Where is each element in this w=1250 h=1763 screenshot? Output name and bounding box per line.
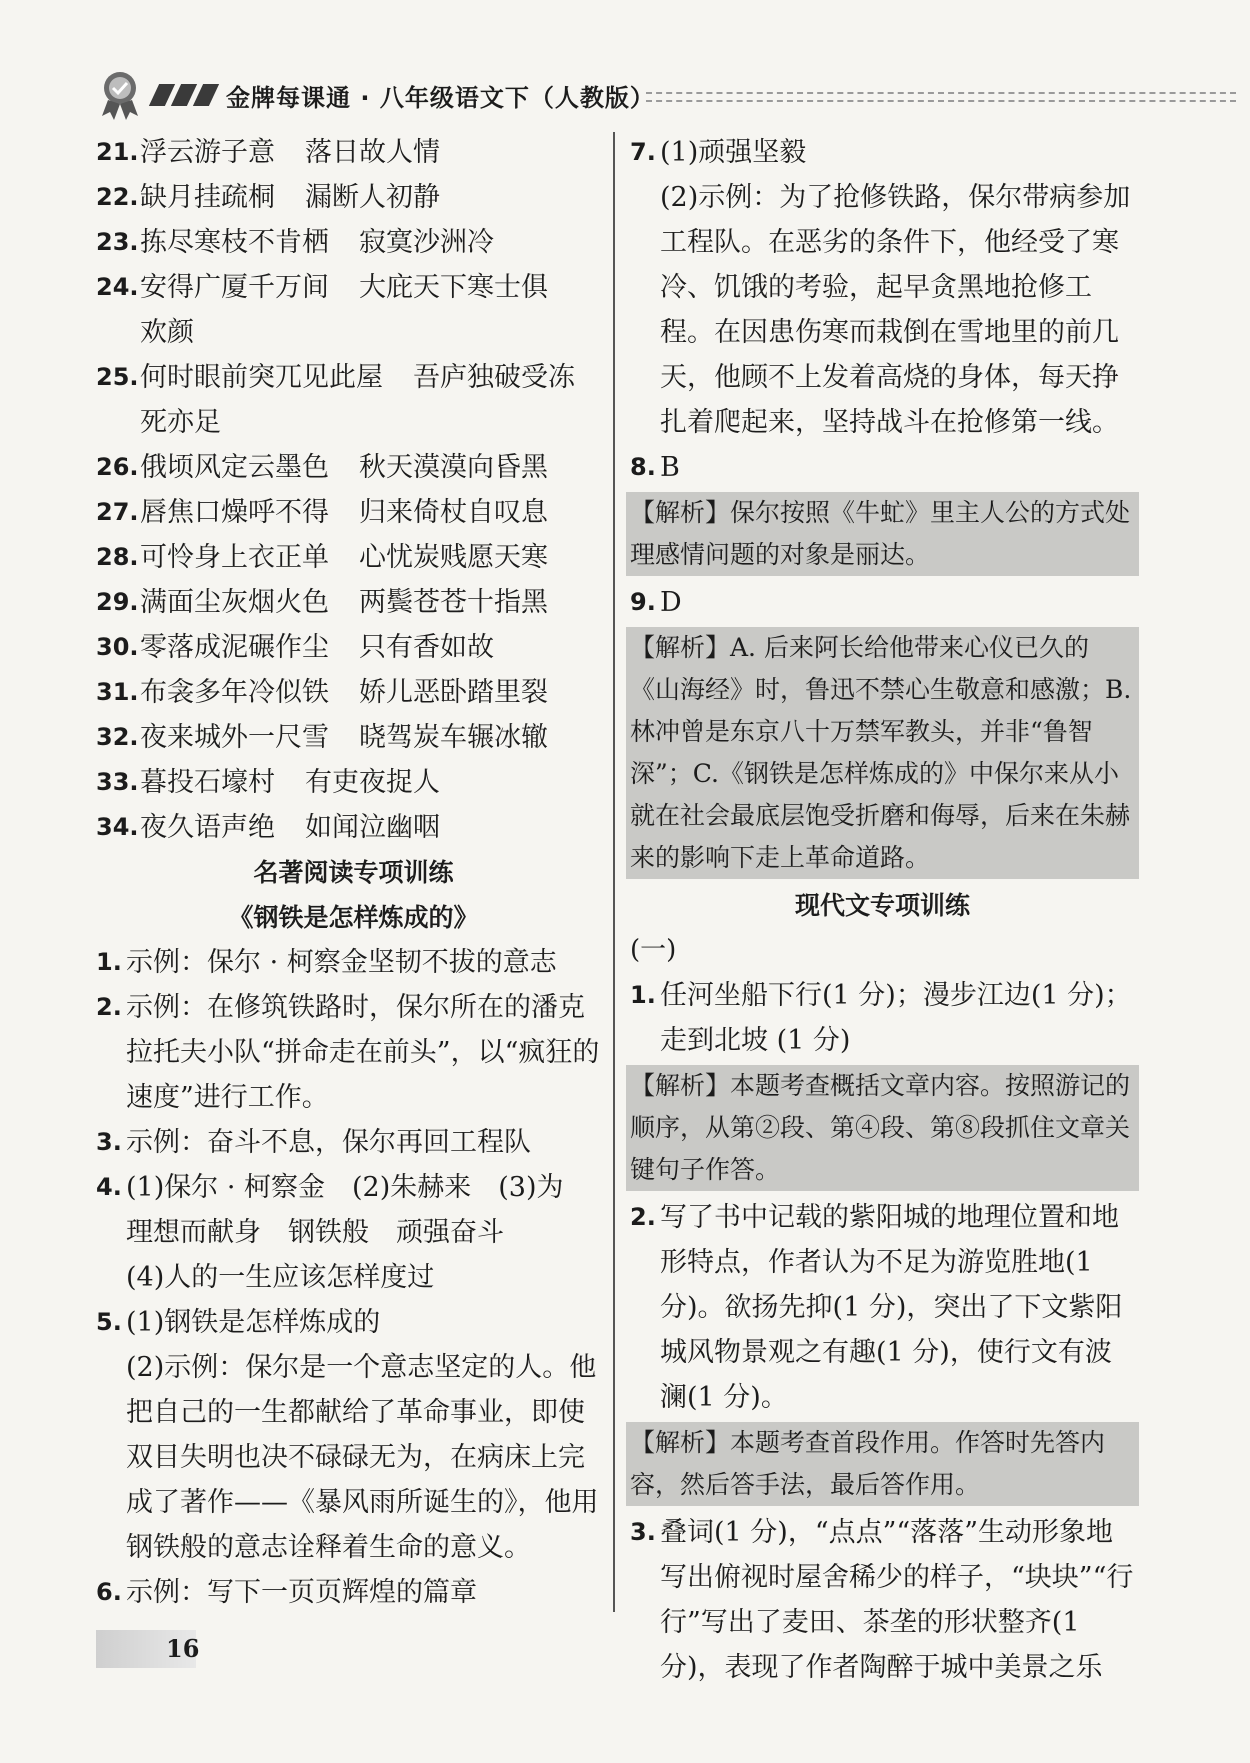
- page-header: [96, 68, 1136, 120]
- answer-item: 28. 可怜身上衣正单 心忧炭贱愿天寒: [96, 542, 548, 573]
- answer-item: 32. 夜来城外一尺雪 晓驾炭车辗冰辙: [96, 722, 548, 753]
- answer-item: 34. 夜久语声绝 如闻泣幽咽: [96, 812, 440, 843]
- book-title: 金牌每课通 · 八年级语文下（人教版）: [226, 84, 655, 112]
- answer-item: 23. 拣尽寒枝不肯栖 寂寞沙洲冷: [96, 227, 494, 258]
- medal-icon: [96, 68, 148, 120]
- answer-item: 27. 唇焦口燥呼不得 归来倚杖自叹息: [96, 497, 548, 528]
- section-title: 现代文专项训练: [794, 891, 970, 920]
- answer-item: 3. 示例：奋斗不息，保尔再回工程队: [96, 1127, 531, 1158]
- analysis-box: 【解析】A. 后来阿长给他带来心仪已久的《山海经》时，鲁迅不禁心生敬意和感激；B. 林冲曾是东京八十万禁军教头，并非“鲁智深”；C.《钢铁是怎样炼成的》中保尔来从小就在社会最底层饱受折磨和侮辱，后来在朱赫来的影响下走上革命道路。: [626, 627, 1139, 879]
- answer-item: 29. 满面尘灰烟火色 两鬓苍苍十指黑: [96, 587, 548, 618]
- answer-item: 8. B: [630, 452, 680, 483]
- poem-answers: [96, 130, 611, 850]
- answer-item: 6. 示例：写下一页页辉煌的篇章: [96, 1577, 477, 1608]
- answer-item: 2. 写了书中记载的紫阳城的地理位置和地形特点，作者认为不足为游览胜地(1 分)。欲扬先抑(1 分)，突出了下文紫阳城风物景观之有趣(1 分)，使行文有波澜(1 分)。: [630, 1202, 1123, 1413]
- book-subtitle: 《钢铁是怎样炼成的》: [228, 903, 479, 932]
- answer-item: 22. 缺月挂疏桐 漏断人初静: [96, 182, 440, 213]
- column-divider: [613, 132, 615, 1612]
- page-number-text: 16: [166, 1634, 200, 1663]
- answer-item: 26. 俄顷风定云墨色 秋天漠漠向昏黑: [96, 452, 548, 483]
- answer-item: 3. 叠词(1 分)，“点点”“落落”生动形象地写出俯视时屋舍稀少的样子，“块块”“行行”写出了麦田、茶垄的形状整齐(1 分)，表现了作者陶醉于城中美景之乐: [630, 1517, 1134, 1683]
- header-rule: [646, 92, 1236, 102]
- answer-item: 25. 何时眼前突兀见此屋 吾庐独破受冻 死亦足: [96, 362, 575, 438]
- answer-item: 9. D: [630, 587, 682, 618]
- section-title: 名著阅读专项训练: [253, 858, 454, 887]
- part-label: (一): [630, 935, 677, 965]
- answer-item: 33. 暮投石壕村 有吏夜捉人: [96, 767, 440, 798]
- analysis-box: 【解析】本题考查首段作用。作答时先答内容，然后答手法，最后答作用。: [626, 1422, 1139, 1506]
- analysis-box: 【解析】保尔按照《牛虻》里主人公的方式处理感情问题的对象是丽达。: [626, 492, 1139, 576]
- left-column: [96, 130, 611, 1615]
- answer-item: 7. (1)顽强坚毅 (2)示例：为了抢修铁路，保尔带病参加工程队。在恶劣的条件下，他经受了寒冷、饥饿的考验，起早贪黑地抢修工程。在因患伤寒而栽倒在雪地里的前几天，他顾不上发着高烧的身体，每天挣扎着爬起来，坚持战斗在抢修第一线。: [630, 137, 1131, 438]
- answer-item: 31. 布衾多年冷似铁 娇儿恶卧踏里裂: [96, 677, 548, 708]
- analysis-box: 【解析】本题考查概括文章内容。按照游记的顺序，从第②段、第④段、第⑧段抓住文章关键句子作答。: [626, 1065, 1139, 1191]
- answer-item: 24. 安得广厦千万间 大庇天下寒士俱 欢颜: [96, 272, 548, 348]
- answer-item: 5. (1)钢铁是怎样炼成的 (2)示例：保尔是一个意志坚定的人。他把自己的一生都献给了革命事业，即使双目失明也决不碌碌无为，在病床上完成了著作——《暴风雨所诞生的》，他用钢铁般的意志诠释着生命的意义。: [96, 1307, 599, 1563]
- answer-item: 1. 示例：保尔 · 柯察金坚韧不拔的意志: [96, 947, 557, 978]
- answer-item: 1. 任河坐船下行(1 分)；漫步江边(1 分)；走到北坡 (1 分): [630, 980, 1132, 1056]
- page-number: [96, 1630, 200, 1668]
- answer-item: 2. 示例：在修筑铁路时，保尔所在的潘克拉托夫小队“拼命走在前头”，以“疯狂的速度”进行工作。: [96, 992, 600, 1113]
- answer-item: 4. (1)保尔 · 柯察金 (2)朱赫来 (3)为 理想而献身 钢铁般 顽强奋斗 (4)人的一生应该怎样度过: [96, 1172, 564, 1293]
- answer-item: 30. 零落成泥碾作尘 只有香如故: [96, 632, 494, 663]
- right-column: [630, 130, 1135, 1690]
- answer-item: 21. 浮云游子意 落日故人情: [96, 137, 440, 168]
